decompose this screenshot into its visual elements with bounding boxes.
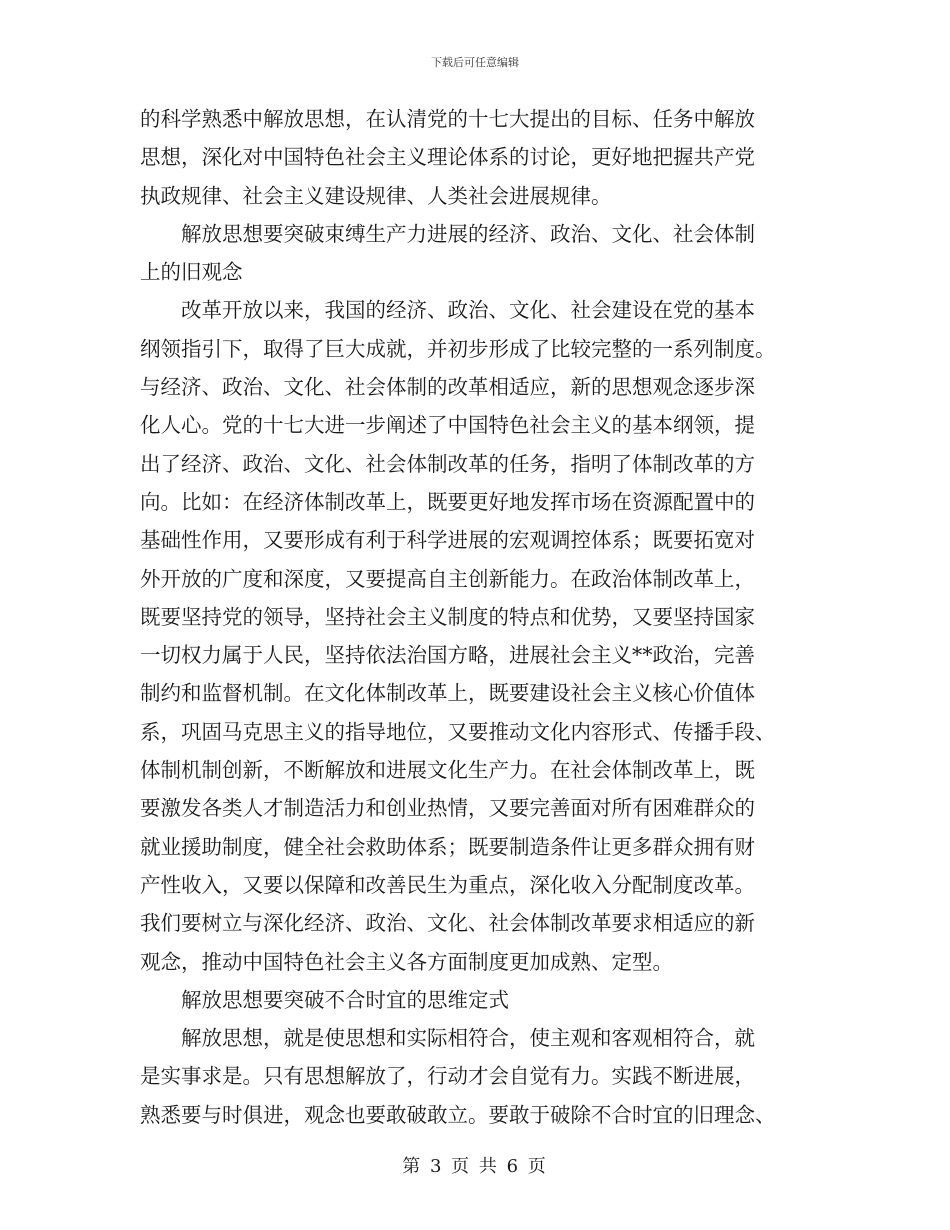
text-line: 基础性作用，又要形成有利于科学进展的宏观调控体系；既要拓宽对 bbox=[140, 528, 755, 553]
text-line: 观念，推动中国特色社会主义各方面制度更加成熟、定型。 bbox=[140, 949, 673, 974]
text-line: 就业援助制度，健全社会救助体系；既要制造条件让更多群众拥有财 bbox=[140, 834, 755, 859]
text-line: 改革开放以来，我国的经济、政治、文化、社会建设在党的基本 bbox=[181, 298, 755, 323]
page-header: 下载后可任意编辑 bbox=[431, 56, 519, 69]
text-line: 系，巩固马克思主义的指导地位，又要推动文化内容形式、传播手段、 bbox=[140, 719, 776, 744]
text-line: 与经济、政治、文化、社会体制的改革相适应，新的思想观念逐步深 bbox=[140, 375, 755, 400]
page-number-footer: 第 3 页 共 6 页 bbox=[402, 1156, 548, 1177]
text-line: 纲领指引下，取得了巨大成就，并初步形成了比较完整的一系列制度。 bbox=[140, 336, 776, 361]
text-line: 是实事求是。只有思想解放了，行动才会自觉有力。实践不断进展， bbox=[140, 1064, 755, 1089]
text-line: 要激发各类人才制造活力和创业热情，又要完善面对所有困难群众的 bbox=[140, 796, 755, 821]
text-line: 解放思想，就是使思想和实际相符合，使主观和客观相符合，就 bbox=[181, 1026, 755, 1051]
text-line: 熟悉要与时俱进，观念也要敢破敢立。要敢于破除不合时宜的旧理念、 bbox=[140, 1102, 776, 1127]
text-line: 制约和监督机制。在文化体制改革上，既要建设社会主义核心价值体 bbox=[140, 681, 755, 706]
text-line: 既要坚持党的领导，坚持社会主义制度的特点和优势，又要坚持国家 bbox=[140, 604, 755, 629]
text-line: 思想，深化对中国特色社会主义理论体系的讨论，更好地把握共产党 bbox=[140, 145, 755, 170]
text-line: 解放思想要突破束缚生产力进展的经济、政治、文化、社会体制 bbox=[181, 221, 755, 246]
text-line: 上的旧观念 bbox=[140, 260, 243, 285]
text-line: 解放思想要突破不合时宜的思维定式 bbox=[181, 987, 509, 1012]
text-line: 外开放的广度和深度，又要提高自主创新能力。在政治体制改革上， bbox=[140, 566, 755, 591]
document-body bbox=[140, 100, 810, 1134]
text-line: 我们要树立与深化经济、政治、文化、社会体制改革要求相适应的新 bbox=[140, 911, 755, 936]
text-line: 化人心。党的十七大进一步阐述了中国特色社会主义的基本纲领，提 bbox=[140, 413, 755, 438]
text-line: 体制机制创新，不断解放和进展文化生产力。在社会体制改革上，既 bbox=[140, 758, 755, 783]
text-line: 一切权力属于人民，坚持依法治国方略，进展社会主义**政治，完善 bbox=[140, 643, 755, 668]
text-line: 产性收入，又要以保障和改善民生为重点，深化收入分配制度改革。 bbox=[140, 872, 755, 897]
text-line: 向。比如：在经济体制改革上，既要更好地发挥市场在资源配置中的 bbox=[140, 489, 755, 514]
text-line: 出了经济、政治、文化、社会体制改革的任务，指明了体制改革的方 bbox=[140, 451, 755, 476]
text-line: 执政规律、社会主义建设规律、人类社会进展规律。 bbox=[140, 183, 612, 208]
text-line: 的科学熟悉中解放思想，在认清党的十七大提出的目标、任务中解放 bbox=[140, 107, 755, 131]
